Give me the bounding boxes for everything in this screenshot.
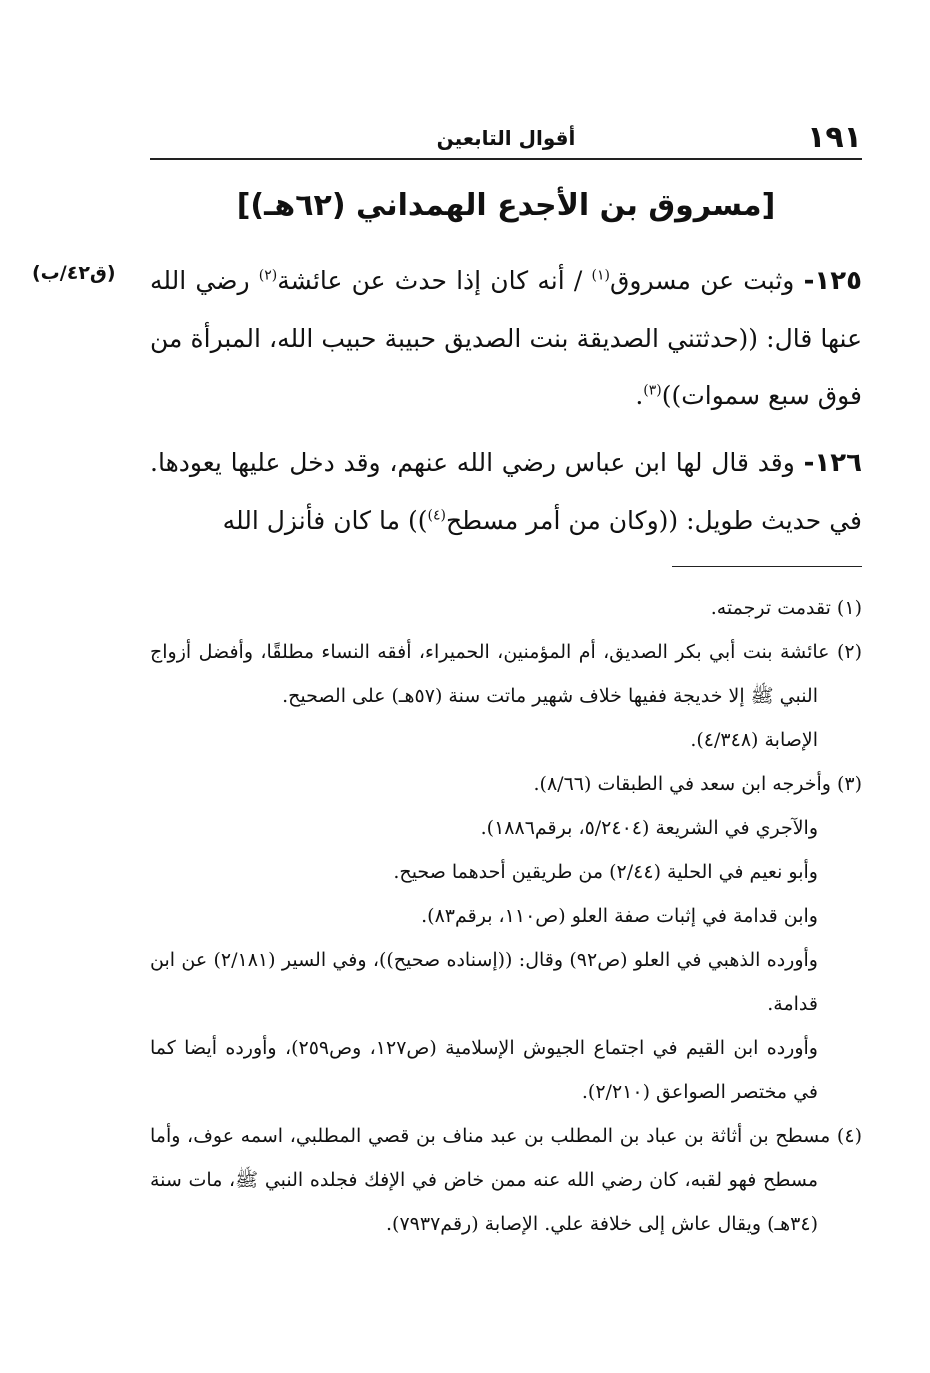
footnote-3-line: وأورده الذهبي في العلو (ص٩٢) وقال: ((إسناده صحيح))، وفي السير (٢/١٨١) عن ابن قدامة. bbox=[150, 949, 818, 1015]
footnote-3: (٣) وأخرجه ابن سعد في الطبقات (٨/٦٦). bbox=[533, 773, 862, 795]
footnote-3-line: وأبو نعيم في الحلية (٢/٤٤) من طريقين أحدهما صحيح. bbox=[393, 861, 818, 883]
footnote-4: (٤) مسطح بن أثاثة بن عباد بن المطلب بن عبد مناف بن قصي المطلبي، اسمه عوف، وأما مسطح فهو لقبه، كان رضي الله عنه ممن خاض في الإفك فجلده النبي ﷺ، مات سنة (٣٤هـ) ويقال عاش إلى خلافة علي. الإصابة (رقم٧٩٣٧). bbox=[150, 1125, 862, 1235]
text-segment: رضي الله عنها قال: ((حدثتني الصديقة بنت الصديق حبيبة حبيب الله، المبرأة من فوق سبع سموات)) bbox=[150, 266, 862, 410]
manuscript-folio-note: (ق٤٢/ب) bbox=[32, 262, 116, 284]
page-number: ١٩١ bbox=[807, 120, 862, 155]
footnote-ref[interactable]: (٤) bbox=[427, 507, 446, 524]
text-segment: وقد قال لها ابن عباس رضي الله عنهم، وقد دخل عليها يعودها. في حديث طويل: ((وكان من أمر مسطح bbox=[150, 448, 862, 535]
paragraph-number: ١٢٦- bbox=[803, 448, 862, 478]
running-header bbox=[150, 118, 862, 160]
footnote-1: (١) تقدمت ترجمته. bbox=[710, 597, 862, 619]
paragraph-number: ١٢٥- bbox=[803, 266, 862, 296]
paragraph-125 bbox=[150, 252, 862, 424]
text-segment: )) ما كان فأنزل الله bbox=[222, 506, 428, 535]
footnote-3-line: وابن قدامة في إثبات صفة العلو (ص١١٠، برقم٨٣). bbox=[421, 905, 818, 927]
footnotes bbox=[150, 586, 862, 1246]
section-title: [مسروق بن الأجدع الهمداني (٦٢هـ)] bbox=[236, 188, 776, 223]
footnote-separator bbox=[672, 566, 862, 567]
paragraph-126 bbox=[150, 434, 862, 549]
text-segment: . bbox=[635, 381, 644, 410]
footnote-2: (٢) عائشة بنت أبي بكر الصديق، أم المؤمنين، الحميراء، أفقه النساء مطلقًا، وأفضل أزواج النبي ﷺ إلا خديجة ففيها خلاف شهير ماتت سنة (٥٧هـ) على الصحيح. bbox=[150, 641, 862, 707]
footnote-2-source: الإصابة (٤/٣٤٨). bbox=[690, 729, 818, 751]
footnote-3-line: والآجري في الشريعة (٥/٢٤٠٤، برقم١٨٨٦). bbox=[480, 817, 818, 839]
text-segment: / أنه كان إذا حدث عن عائشة bbox=[277, 266, 592, 295]
text-segment: وثبت عن مسروق bbox=[609, 266, 795, 295]
footnote-ref[interactable]: (٢) bbox=[258, 267, 278, 284]
footnote-ref[interactable]: (٣) bbox=[643, 382, 662, 399]
running-title: أقوال التابعين bbox=[436, 126, 576, 150]
footnote-ref[interactable]: (١) bbox=[591, 267, 610, 284]
footnote-3-line: وأورده ابن القيم في اجتماع الجيوش الإسلامية (ص١٢٧، وص٢٥٩)، وأورده أيضا كما في مختصر الصواعق (٢/٢١٠). bbox=[150, 1037, 818, 1103]
main-text bbox=[150, 252, 862, 549]
